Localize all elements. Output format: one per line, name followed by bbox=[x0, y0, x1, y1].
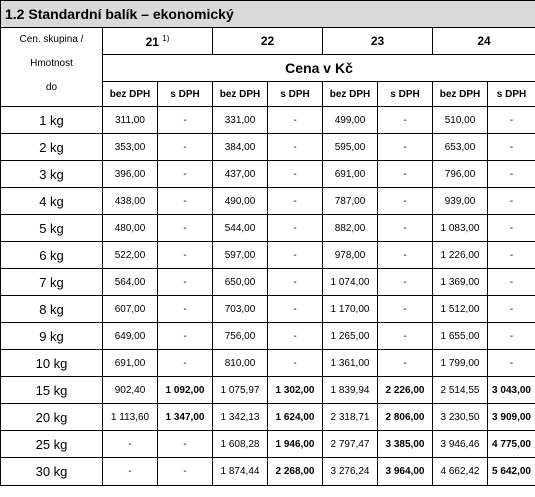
price-with-vat-cell: 1 624,00 bbox=[268, 404, 323, 431]
price-without-vat-cell: 1 265,00 bbox=[323, 323, 378, 350]
price-group-23: 23 bbox=[323, 28, 433, 55]
table-title: 1.2 Standardní balík – ekonomický bbox=[1, 1, 535, 28]
price-without-vat-cell: 437,00 bbox=[213, 161, 268, 188]
price-with-vat-cell: - bbox=[488, 107, 535, 134]
price-without-vat-cell: 796,00 bbox=[433, 161, 488, 188]
price-without-vat-cell: 653,00 bbox=[433, 134, 488, 161]
price-without-vat-cell: - bbox=[103, 458, 158, 486]
price-with-vat-cell: - bbox=[378, 350, 433, 377]
price-without-vat-cell: 3 946,46 bbox=[433, 431, 488, 458]
col-header-bez-dph: bez DPH bbox=[323, 82, 378, 107]
price-with-vat-cell: - bbox=[158, 107, 213, 134]
price-with-vat-cell: - bbox=[158, 134, 213, 161]
price-with-vat-cell: - bbox=[488, 350, 535, 377]
price-group-21: 21 $^{1)}$ bbox=[103, 28, 213, 55]
price-without-vat-cell: 2 318,71 bbox=[323, 404, 378, 431]
price-without-vat-cell: 311,00 bbox=[103, 107, 158, 134]
weight-cell: 1 kg bbox=[1, 107, 103, 134]
weight-group-header bbox=[1, 28, 103, 107]
price-without-vat-cell: 939,00 bbox=[433, 188, 488, 215]
price-with-vat-cell: - bbox=[378, 107, 433, 134]
col-header-s-dph: s DPH bbox=[378, 82, 433, 107]
price-without-vat-cell: 1 226,00 bbox=[433, 242, 488, 269]
table-row bbox=[1, 377, 535, 404]
price-without-vat-cell: 480,00 bbox=[103, 215, 158, 242]
price-without-vat-cell: 331,00 bbox=[213, 107, 268, 134]
price-with-vat-cell: - bbox=[378, 269, 433, 296]
price-without-vat-cell: 1 170,00 bbox=[323, 296, 378, 323]
table-row bbox=[1, 431, 535, 458]
price-with-vat-cell: - bbox=[158, 188, 213, 215]
table-row bbox=[1, 269, 535, 296]
price-with-vat-cell: - bbox=[158, 161, 213, 188]
price-with-vat-cell: 3 043,00 bbox=[488, 377, 535, 404]
price-without-vat-cell: 1 369,00 bbox=[433, 269, 488, 296]
price-with-vat-cell: - bbox=[488, 161, 535, 188]
price-with-vat-cell: - bbox=[158, 323, 213, 350]
price-with-vat-cell: - bbox=[378, 323, 433, 350]
price-with-vat-cell: - bbox=[158, 350, 213, 377]
price-group-24: 24 bbox=[433, 28, 535, 55]
weight-cell: 5 kg bbox=[1, 215, 103, 242]
price-with-vat-cell: - bbox=[488, 134, 535, 161]
price-without-vat-cell: 3 276,24 bbox=[323, 458, 378, 486]
price-with-vat-cell: - bbox=[268, 323, 323, 350]
weight-cell: 2 kg bbox=[1, 134, 103, 161]
price-without-vat-cell: 396,00 bbox=[103, 161, 158, 188]
price-with-vat-cell: - bbox=[268, 188, 323, 215]
price-with-vat-cell: - bbox=[378, 215, 433, 242]
price-without-vat-cell: 510,00 bbox=[433, 107, 488, 134]
price-with-vat-cell: - bbox=[488, 269, 535, 296]
price-with-vat-cell: - bbox=[268, 269, 323, 296]
price-with-vat-cell: - bbox=[378, 161, 433, 188]
price-with-vat-cell: - bbox=[378, 188, 433, 215]
price-with-vat-cell: - bbox=[488, 215, 535, 242]
price-with-vat-cell: - bbox=[268, 242, 323, 269]
price-without-vat-cell: 691,00 bbox=[323, 161, 378, 188]
price-with-vat-cell: - bbox=[158, 269, 213, 296]
col-header-bez-dph: bez DPH bbox=[213, 82, 268, 107]
price-without-vat-cell: 1 083,00 bbox=[433, 215, 488, 242]
price-without-vat-cell: 1 075,97 bbox=[213, 377, 268, 404]
table-row bbox=[1, 134, 535, 161]
price-without-vat-cell: 2 797,47 bbox=[323, 431, 378, 458]
price-with-vat-cell: - bbox=[488, 242, 535, 269]
price-with-vat-cell: 2 806,00 bbox=[378, 404, 433, 431]
price-without-vat-cell: 499,00 bbox=[323, 107, 378, 134]
price-without-vat-cell: 787,00 bbox=[323, 188, 378, 215]
price-without-vat-cell: 978,00 bbox=[323, 242, 378, 269]
table-row bbox=[1, 296, 535, 323]
price-without-vat-cell: 1 655,00 bbox=[433, 323, 488, 350]
footnote-marker: 1) bbox=[162, 33, 170, 43]
price-without-vat-cell: 691,00 bbox=[103, 350, 158, 377]
col-header-s-dph: s DPH bbox=[268, 82, 323, 107]
weight-cell: 30 kg bbox=[1, 458, 103, 486]
price-with-vat-cell: 1 347,00 bbox=[158, 404, 213, 431]
price-with-vat-cell: 3 909,00 bbox=[488, 404, 535, 431]
price-with-vat-cell: - bbox=[378, 134, 433, 161]
weight-cell: 3 kg bbox=[1, 161, 103, 188]
price-without-vat-cell: 810,00 bbox=[213, 350, 268, 377]
price-without-vat-cell: 650,00 bbox=[213, 269, 268, 296]
price-without-vat-cell: 649,00 bbox=[103, 323, 158, 350]
price-with-vat-cell: - bbox=[488, 323, 535, 350]
col-header-bez-dph: bez DPH bbox=[103, 82, 158, 107]
price-without-vat-cell: 1 113,60 bbox=[103, 404, 158, 431]
price-without-vat-cell: 1 074,00 bbox=[323, 269, 378, 296]
table-row bbox=[1, 458, 535, 486]
price-with-vat-cell: - bbox=[158, 242, 213, 269]
table-row bbox=[1, 215, 535, 242]
table-row bbox=[1, 350, 535, 377]
price-without-vat-cell: 353,00 bbox=[103, 134, 158, 161]
price-with-vat-cell: - bbox=[158, 296, 213, 323]
price-without-vat-cell: 703,00 bbox=[213, 296, 268, 323]
price-without-vat-cell: 1 799,00 bbox=[433, 350, 488, 377]
table-row bbox=[1, 404, 535, 431]
weight-cell: 25 kg bbox=[1, 431, 103, 458]
price-without-vat-cell: - bbox=[103, 431, 158, 458]
price-without-vat-cell: 564,00 bbox=[103, 269, 158, 296]
price-with-vat-cell: - bbox=[268, 134, 323, 161]
price-with-vat-cell: 3 385,00 bbox=[378, 431, 433, 458]
price-with-vat-cell: - bbox=[268, 296, 323, 323]
weight-cell: 6 kg bbox=[1, 242, 103, 269]
price-with-vat-cell: - bbox=[488, 188, 535, 215]
header-label-line-3: do bbox=[45, 82, 58, 93]
price-group-22: 22 bbox=[213, 28, 323, 55]
weight-cell: 9 kg bbox=[1, 323, 103, 350]
price-without-vat-cell: 4 662,42 bbox=[433, 458, 488, 486]
table-row bbox=[1, 188, 535, 215]
price-header: Cena v Kč bbox=[103, 55, 535, 82]
price-with-vat-cell: - bbox=[158, 458, 213, 486]
price-without-vat-cell: 544,00 bbox=[213, 215, 268, 242]
price-with-vat-cell: 3 964,00 bbox=[378, 458, 433, 486]
price-with-vat-cell: - bbox=[488, 296, 535, 323]
price-without-vat-cell: 438,00 bbox=[103, 188, 158, 215]
price-with-vat-cell: 4 775,00 bbox=[488, 431, 535, 458]
price-without-vat-cell: 2 514,55 bbox=[433, 377, 488, 404]
table-row bbox=[1, 242, 535, 269]
price-without-vat-cell: 756,00 bbox=[213, 323, 268, 350]
weight-cell: 10 kg bbox=[1, 350, 103, 377]
price-with-vat-cell: 1 092,00 bbox=[158, 377, 213, 404]
weight-cell: 20 kg bbox=[1, 404, 103, 431]
weight-cell: 4 kg bbox=[1, 188, 103, 215]
price-with-vat-cell: 2 268,00 bbox=[268, 458, 323, 486]
col-header-bez-dph: bez DPH bbox=[433, 82, 488, 107]
col-header-s-dph: s DPH bbox=[488, 82, 535, 107]
price-without-vat-cell: 3 230,50 bbox=[433, 404, 488, 431]
price-with-vat-cell: - bbox=[268, 215, 323, 242]
weight-cell: 15 kg bbox=[1, 377, 103, 404]
price-with-vat-cell: 2 226,00 bbox=[378, 377, 433, 404]
price-with-vat-cell: - bbox=[378, 296, 433, 323]
price-without-vat-cell: 595,00 bbox=[323, 134, 378, 161]
price-with-vat-cell: - bbox=[158, 215, 213, 242]
col-header-s-dph: s DPH bbox=[158, 82, 213, 107]
price-without-vat-cell: 882,00 bbox=[323, 215, 378, 242]
table-row bbox=[1, 323, 535, 350]
header-label-line-1: Cen. skupina / bbox=[19, 34, 84, 45]
price-without-vat-cell: 902,40 bbox=[103, 377, 158, 404]
table-row bbox=[1, 161, 535, 188]
price-without-vat-cell: 1 874,44 bbox=[213, 458, 268, 486]
price-without-vat-cell: 1 342,13 bbox=[213, 404, 268, 431]
price-without-vat-cell: 1 361,00 bbox=[323, 350, 378, 377]
price-without-vat-cell: 490,00 bbox=[213, 188, 268, 215]
price-without-vat-cell: 607,00 bbox=[103, 296, 158, 323]
price-with-vat-cell: - bbox=[268, 161, 323, 188]
price-with-vat-cell: 1 302,00 bbox=[268, 377, 323, 404]
price-with-vat-cell: - bbox=[378, 242, 433, 269]
price-with-vat-cell: 5 642,00 bbox=[488, 458, 535, 486]
table-row bbox=[1, 107, 535, 134]
price-without-vat-cell: 384,00 bbox=[213, 134, 268, 161]
price-with-vat-cell: 1 946,00 bbox=[268, 431, 323, 458]
price-with-vat-cell: - bbox=[268, 350, 323, 377]
price-without-vat-cell: 1 608,28 bbox=[213, 431, 268, 458]
price-without-vat-cell: 597,00 bbox=[213, 242, 268, 269]
price-without-vat-cell: 1 839,94 bbox=[323, 377, 378, 404]
price-with-vat-cell: - bbox=[268, 107, 323, 134]
weight-cell: 8 kg bbox=[1, 296, 103, 323]
weight-cell: 7 kg bbox=[1, 269, 103, 296]
header-label-line-2: Hmotnost bbox=[30, 58, 73, 69]
price-without-vat-cell: 522,00 bbox=[103, 242, 158, 269]
price-without-vat-cell: 1 512,00 bbox=[433, 296, 488, 323]
price-with-vat-cell: - bbox=[158, 431, 213, 458]
